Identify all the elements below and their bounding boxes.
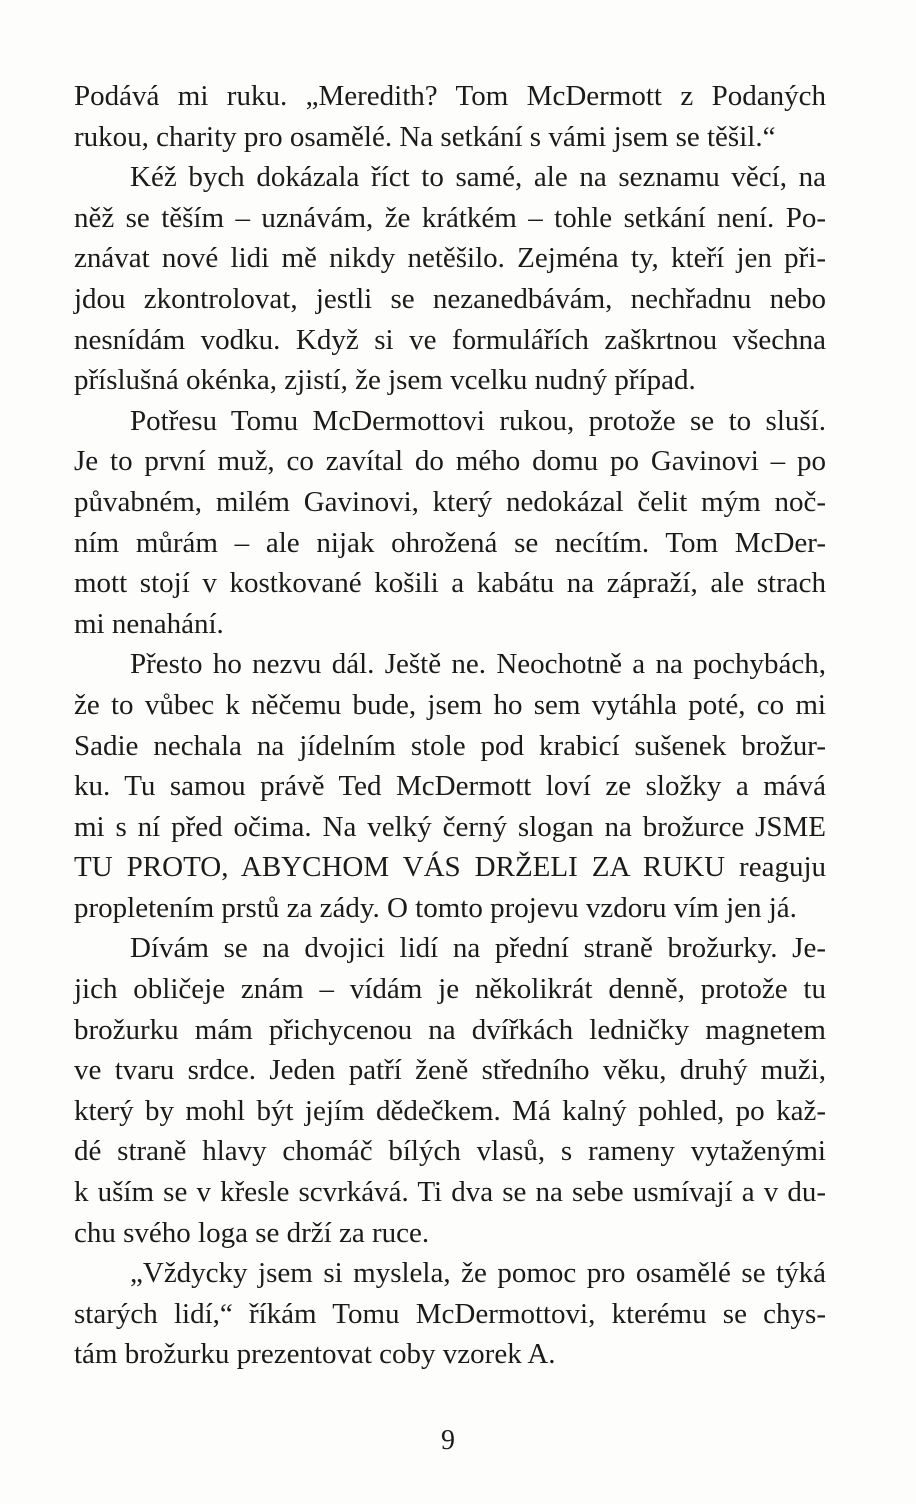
paragraph-4-line-4: ku. Tu samou právě Ted McDermott loví ze složky a mává [74,770,826,803]
page-number: 9 [441,1425,455,1456]
paragraph-5-line-1: Dívám se na dvojici lidí na přední straně brožurky. Je- [130,932,826,965]
paragraph-1-line-1: Podává mi ruku. „Meredith? Tom McDermott z Podaných [74,80,826,112]
paragraph-4-line-3: Sadie nechala na jídelním stole pod krabicí sušenek brožur- [74,729,826,762]
paragraph-4-line-1: Přesto ho nezvu dál. Ještě ne. Neochotně a na pochybách, [130,648,826,681]
paragraph-6-line-3: tám brožurku prezentovat coby vzorek A. [74,1338,556,1371]
paragraph-5-line-8: chu svého loga se drží za ruce. [74,1216,430,1249]
paragraph-3-line-2: Je to první muž, co zavítal do mého domu po Gavinovi – po [74,445,826,478]
paragraph-5-line-3: brožurku mám přichycenou na dvířkách ledničky magnetem [74,1013,826,1046]
body-text [74,76,826,1375]
paragraph-4-line-2: že to vůbec k něčemu bude, jsem ho sem vytáhla poté, co mi [74,688,826,721]
paragraph-4-line-5: mi s ní před očima. Na velký černý slogan na brožurce JSME [74,810,826,843]
paragraph-4-line-6: TU PROTO, ABYCHOM VÁS DRŽELI ZA RUKU reaguju [74,851,826,884]
paragraph-5-line-5: který by mohl být jejím dědečkem. Má kalný pohled, po kaž- [74,1094,826,1127]
paragraph-3-line-3: půvabném, milém Gavinovi, který nedokázal čelit mým noč- [74,485,826,518]
paragraph-2-line-6: příslušná okénka, zjistí, že jsem vcelku nudný případ. [74,364,696,397]
paragraph-5-line-7: k uším se v křesle scvrkává. Ti dva se na sebe usmívají a v du- [74,1176,826,1209]
paragraph-4-line-7: propletením prstů za zády. O tomto projevu vzdoru vím jen já. [74,891,797,924]
paragraph-6-line-2: starých lidí,“ říkám Tomu McDermottovi, kterému se chys- [74,1297,826,1330]
paragraph-6-line-1: „Vždycky jsem si myslela, že pomoc pro osamělé se týká [130,1257,826,1290]
paragraph-3-line-1: Potřesu Tomu McDermottovi rukou, protože se to sluší. [130,404,826,437]
paragraph-2-line-5: nesnídám vodku. Když si ve formulářích zaškrtnou všechna [74,323,826,356]
paragraph-3-line-6: mi nenahání. [74,607,224,640]
paragraph-5-line-2: jich obličeje znám – vídám je několikrát denně, protože tu [74,973,826,1006]
paragraph-1-line-2: rukou, charity pro osamělé. Na setkání s vámi jsem se těšil.“ [74,120,776,153]
paragraph-2-line-1: Kéž bych dokázala říct to samé, ale na seznamu věcí, na [130,161,826,194]
paragraph-2-line-3: znávat nové lidi mě nikdy netěšilo. Zejména ty, kteří jen při- [74,242,826,275]
paragraph-2-line-2: něž se těším – uznávám, že krátkém – tohle setkání není. Po- [74,201,826,234]
paragraph-5-line-4: ve tvaru srdce. Jeden patří ženě středního věku, druhý muži, [74,1054,826,1087]
paragraph-3-line-4: ním můrám – ale nijak ohrožená se necítím. Tom McDer- [74,526,826,559]
paragraph-3-line-5: mott stojí v kostkované košili a kabátu na zápraží, ale strach [74,567,826,600]
paragraph-5-line-6: dé straně hlavy chomáč bílých vlasů, s rameny vytaženými [74,1135,826,1168]
paragraph-2-line-4: jdou zkontrolovat, jestli se nezanedbávám, nechřadnu nebo [74,282,826,315]
